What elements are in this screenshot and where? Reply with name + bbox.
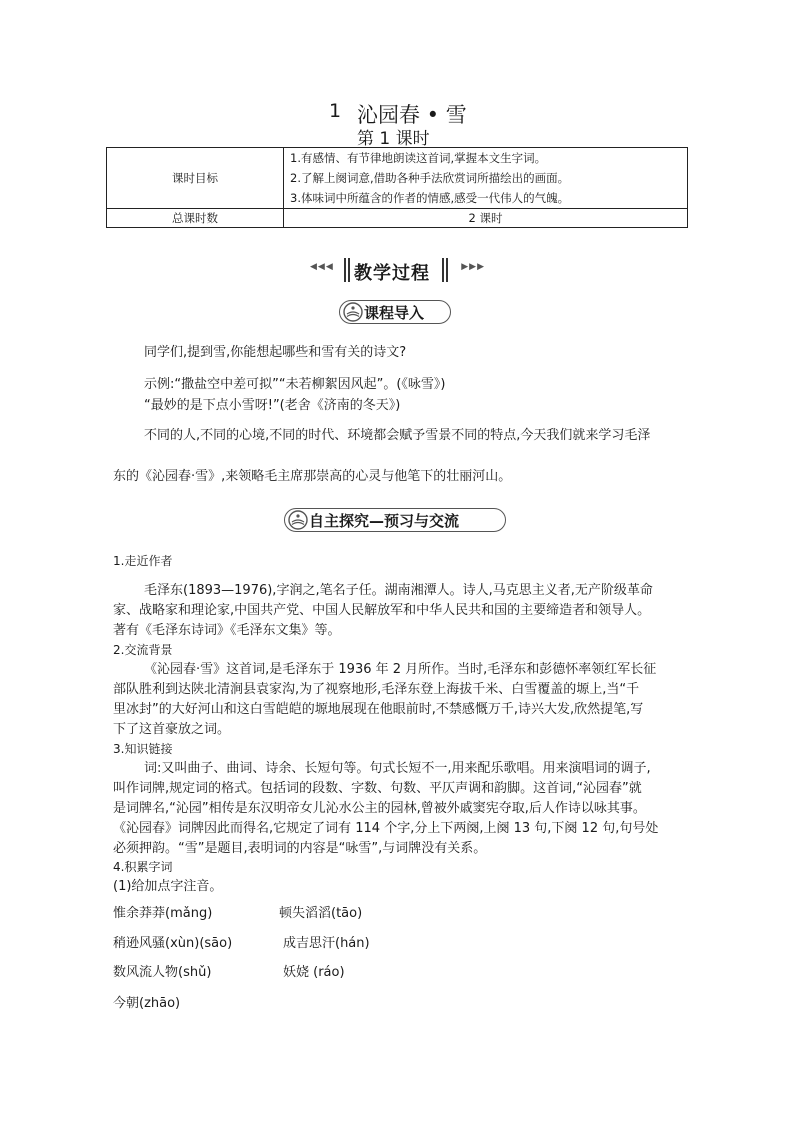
goal-item: 2.了解上阕词意,借助各种手法欣赏词所描绘出的画面。	[290, 171, 570, 185]
vocab-item: 今朝(zhāo)	[113, 996, 181, 1011]
total-label-cell	[107, 209, 284, 228]
intro-example: “最妙的是下点小雪呀!”(老舍《济南的冬天》)	[144, 398, 401, 413]
intro-paragraph-line: 东的《沁园春·雪》,来领略毛主席那崇高的心灵与他笔下的壮丽河山。	[113, 469, 512, 484]
banner-bar-icon	[446, 258, 448, 282]
knowledge-line: 《沁园春》词牌因此而得名,它规定了词有 114 个字,分上下两阕,上阕 13 句,下阕 12 句,句号处	[113, 821, 659, 836]
total-label: 总课时数	[172, 211, 218, 225]
subheading-knowledge: 3.知识链接	[113, 742, 173, 756]
vocab-instruction: (1)给加点字注音。	[113, 879, 223, 894]
goal-list-cell	[284, 148, 688, 209]
banner-title: 教学过程	[354, 263, 430, 284]
subheading-vocabulary: 4.积累字词	[113, 860, 173, 874]
background-line: 《沁园春·雪》这首词,是毛泽东于 1936 年 2 月所作。当时,毛泽东和彭德怀率领红军长征	[144, 662, 657, 677]
subheading-author: 1.走近作者	[113, 554, 173, 568]
subheading-background: 2.交流背景	[113, 643, 173, 657]
background-line: 下了这首豪放之词。	[113, 722, 231, 737]
banner-bar-icon	[348, 258, 350, 282]
book-icon	[288, 510, 308, 530]
knowledge-line: 是词牌名,“沁园”相传是东汉明帝女儿沁水公主的园林,曾被外戚窦宪夺取,后人作诗以咏其事。	[113, 801, 646, 816]
left-arrows-icon: ◀◀◀	[310, 262, 334, 272]
vocab-item: 惟余莽莽(mǎng)	[113, 906, 213, 921]
banner-bar-icon	[442, 258, 444, 282]
background-line: 部队胜利到达陕北清涧县袁家沟,为了视察地形,毛泽东登上海拔千米、白雪覆盖的塬上,当“千	[113, 682, 640, 697]
intro-paragraph-line: 不同的人,不同的心境,不同的时代、环境都会赋予雪景不同的特点,今天我们就来学习毛泽	[144, 428, 651, 443]
lesson-subtitle: 第 1 课时	[357, 129, 430, 149]
page-title: 沁园春 • 雪	[357, 103, 467, 127]
intro-example: 示例:“撒盐空中差可拟”“未若柳絮因风起”。(《咏雪》)	[144, 377, 446, 392]
knowledge-line: 词:又叫曲子、曲词、诗余、长短句等。句式长短不一,用来配乐歌唱。用来演唱词的调子,	[144, 761, 651, 776]
vocab-item: 成吉思汗(hán)	[283, 936, 370, 951]
intro-question: 同学们,提到雪,你能想起哪些和雪有关的诗文?	[144, 345, 407, 360]
process-banner	[300, 258, 495, 282]
goal-item: 3.体味词中所蕴含的作者的情感,感受一代伟人的气魄。	[290, 191, 570, 205]
goal-item: 1.有感情、有节律地朗读这首词,掌握本文生字词。	[290, 151, 547, 165]
author-line: 家、战略家和理论家,中国共产党、中国人民解放军和中华人民共和国的主要缔造者和领导人。	[113, 603, 651, 618]
author-line: 著有《毛泽东诗词》《毛泽东文集》等。	[113, 623, 341, 638]
goals-row	[107, 148, 688, 209]
book-icon	[343, 302, 363, 322]
vocab-item: 妖娆 (ráo)	[283, 965, 345, 980]
right-arrows-icon: ▶▶▶	[461, 262, 485, 272]
goal-label-cell	[107, 148, 284, 209]
banner-bar-icon	[344, 258, 346, 282]
lesson-number: 1	[329, 100, 342, 122]
section-heading-intro	[339, 300, 451, 324]
total-value: 2 课时	[284, 209, 688, 228]
vocab-item: 稍逊风骚(xùn)(sāo)	[113, 936, 233, 951]
author-line: 毛泽东(1893—1976),字润之,笔名子任。湖南湘潭人。诗人,马克思主义者,无产阶级革命	[144, 583, 653, 598]
goals-table	[106, 147, 688, 228]
knowledge-line: 叫作词牌,规定词的格式。包括词的段数、字数、句数、平仄声调和韵脚。这首词,“沁园春”就	[113, 781, 642, 796]
section-heading-preview	[284, 508, 506, 532]
vocab-item: 顿失滔滔(tāo)	[279, 906, 363, 921]
background-line: 里冰封”的大好河山和这白雪皑皑的塬地展现在他眼前时,不禁感慨万千,诗兴大发,欣然提笔,写	[113, 702, 644, 717]
vocab-item: 数风流人物(shǔ)	[113, 965, 212, 980]
section-title: 课程导入	[364, 304, 425, 322]
knowledge-line: 必须押韵。“雪”是题目,表明词的内容是“咏雪”,与词牌没有关系。	[113, 841, 487, 856]
total-row	[107, 209, 688, 228]
goal-label: 课时目标	[172, 171, 218, 185]
section-title: 自主探究—预习与交流	[309, 512, 460, 530]
